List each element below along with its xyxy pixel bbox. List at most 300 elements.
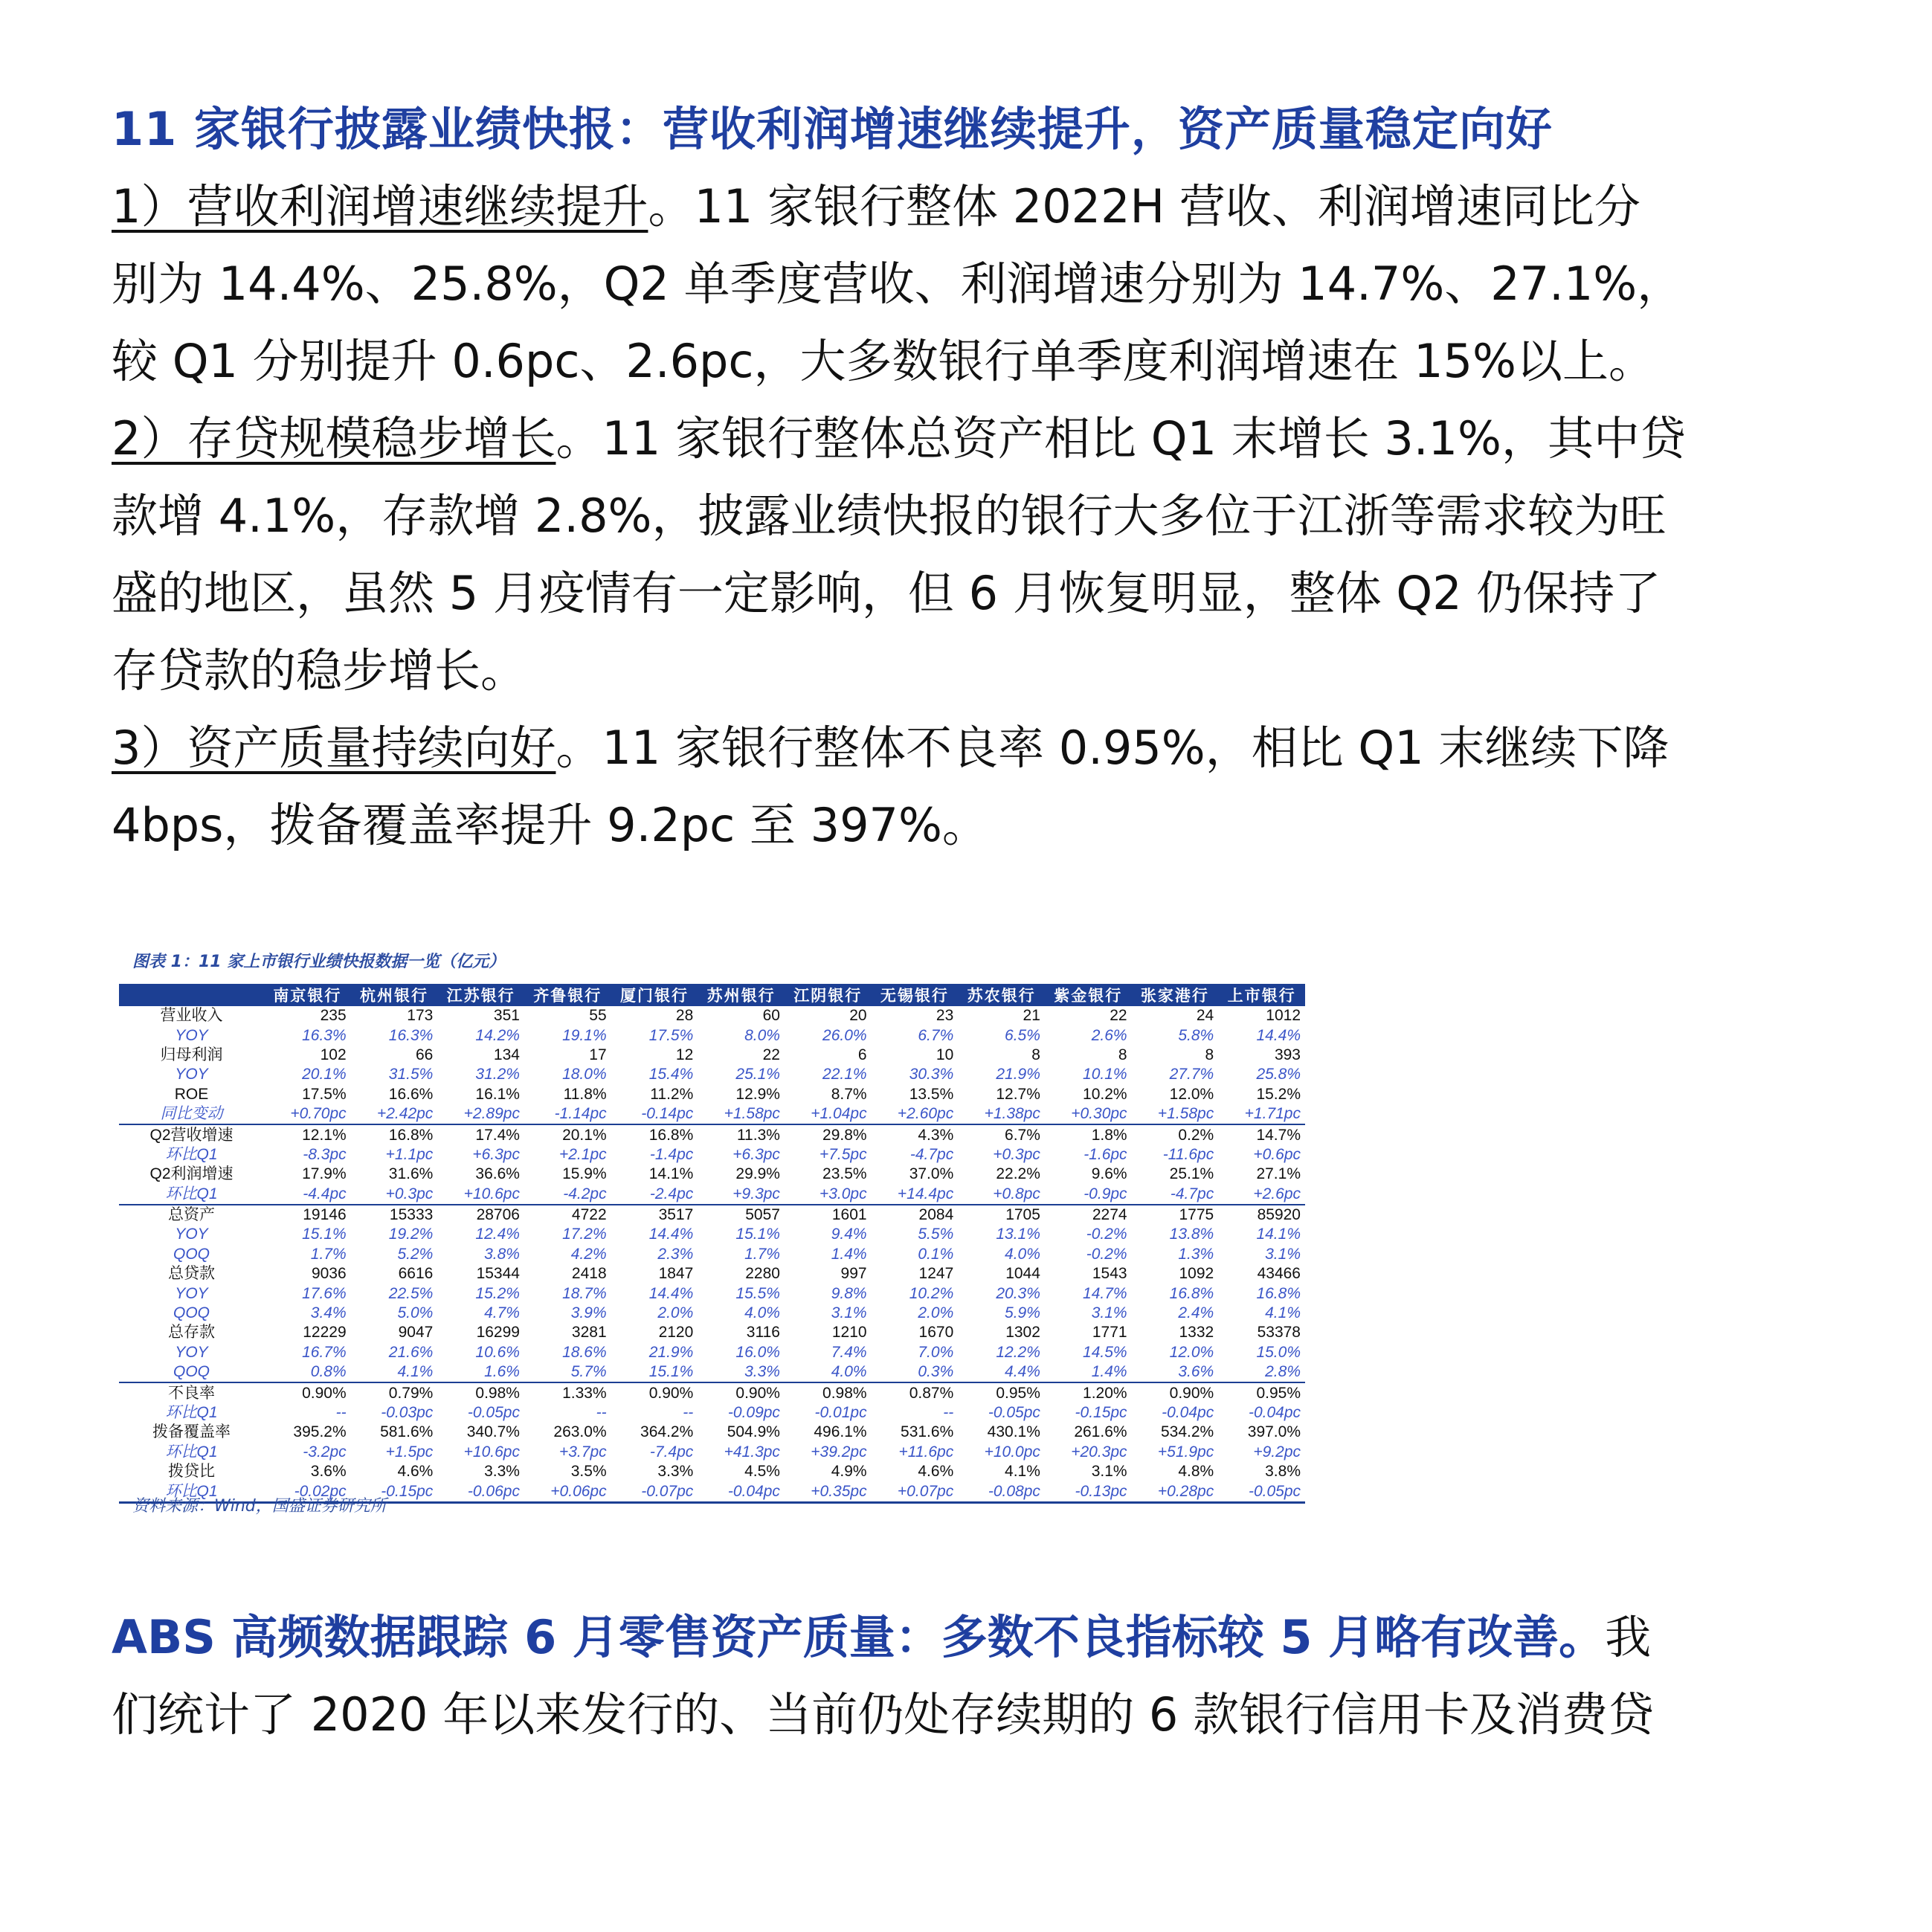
- table-row: [119, 1403, 1305, 1423]
- table-cell: +41.3pc: [724, 1443, 780, 1461]
- table-cell: 4.6%: [918, 1463, 954, 1481]
- table-row: [119, 1284, 1305, 1303]
- abs-heading: ABS 高频数据跟踪 6 月零售资产质量：多数不良指标较 5 月略有改善。: [112, 1610, 1606, 1664]
- table-cell: 4.1%: [397, 1363, 434, 1381]
- table-cell: 2.4%: [1178, 1304, 1214, 1322]
- table-cell: 29.8%: [785, 1124, 872, 1144]
- table-cell: 1847: [658, 1265, 694, 1283]
- table-cell: 17: [589, 1046, 607, 1063]
- table-cell: -1.4pc: [649, 1145, 694, 1163]
- row-label: QOQ: [173, 1304, 210, 1322]
- table-cell: 0.79%: [351, 1382, 438, 1403]
- table-cell: 12.4%: [475, 1226, 520, 1243]
- table-cell: 3.6%: [310, 1463, 347, 1481]
- table-cell: 43466: [1257, 1265, 1301, 1283]
- table-row: [119, 1185, 1305, 1205]
- table-cell: 11.2%: [650, 1085, 694, 1103]
- table-cell: +3.7pc: [558, 1443, 607, 1461]
- table-cell: 24: [1196, 1007, 1214, 1025]
- table-cell: 16.3%: [388, 1026, 434, 1044]
- table-row: [119, 1245, 1305, 1264]
- table-cell: 1302: [1005, 1324, 1040, 1342]
- table-row: [119, 1065, 1305, 1084]
- table-cell: +0.28pc: [1132, 1481, 1219, 1502]
- table-cell: 17.5%: [648, 1026, 694, 1044]
- table-cell: 6.7%: [918, 1026, 954, 1044]
- table-row: [119, 1423, 1305, 1442]
- row-label: YOY: [175, 1066, 208, 1083]
- table-cell: 14.2%: [475, 1026, 520, 1044]
- table-cell: 0.90%: [1132, 1382, 1219, 1403]
- table-row: [119, 1124, 1305, 1144]
- table-cell: -0.01pc: [814, 1404, 867, 1421]
- table-cell: 5.2%: [397, 1245, 434, 1263]
- table-cell: -0.04pc: [698, 1481, 785, 1502]
- table-cell: 28: [675, 1007, 694, 1025]
- table-cell: 12.0%: [1169, 1085, 1214, 1103]
- table-cell: 16.1%: [475, 1085, 520, 1103]
- table-cell: 21.6%: [388, 1343, 434, 1361]
- table-cell: +0.70pc: [290, 1105, 347, 1123]
- table-cell: 3.1%: [1091, 1463, 1127, 1481]
- table-cell: 11.8%: [563, 1085, 607, 1103]
- table-cell: 17.5%: [302, 1085, 347, 1103]
- table-row: [119, 1462, 1305, 1481]
- table-cell: 25.1%: [735, 1066, 780, 1083]
- table-cell: 27.7%: [1169, 1066, 1214, 1083]
- table-cell: 4.3%: [872, 1124, 959, 1144]
- column-header: 厦门银行: [611, 984, 698, 1006]
- table-cell: 21.9%: [648, 1343, 694, 1361]
- table-cell: 5057: [698, 1205, 785, 1225]
- table-cell: 430.1%: [987, 1423, 1040, 1441]
- table-cell: 16.8%: [351, 1124, 438, 1144]
- table-cell: 25.1%: [1169, 1165, 1214, 1183]
- table-title: 图表 1：11 家上市银行业绩快报数据一览（亿元）: [132, 953, 506, 971]
- table-cell: -2.4pc: [649, 1185, 694, 1202]
- table-cell: 3.3%: [657, 1463, 694, 1481]
- table-cell: 3.1%: [831, 1304, 867, 1322]
- table-cell: 10.2%: [909, 1284, 954, 1302]
- table-cell: 12.7%: [996, 1085, 1040, 1103]
- table-row: [119, 1025, 1305, 1045]
- table-cell: 1012: [1266, 1007, 1301, 1025]
- section-heading: 11 家银行披露业绩快报：营收利润增速继续提升，资产质量稳定向好: [112, 102, 1553, 156]
- table-cell: 12.1%: [264, 1124, 351, 1144]
- row-label: YOY: [175, 1026, 208, 1044]
- row-label: 总资产: [119, 1205, 264, 1225]
- table-cell: +0.3pc: [385, 1185, 434, 1202]
- table-cell: -0.13pc: [1045, 1481, 1132, 1502]
- table-cell: -0.2%: [1086, 1245, 1127, 1263]
- column-header: 苏州银行: [698, 984, 785, 1006]
- table-cell: 6: [857, 1046, 867, 1063]
- table-cell: 13.1%: [996, 1226, 1040, 1243]
- table-row: [119, 1323, 1305, 1342]
- table-cell: 3.4%: [310, 1304, 347, 1322]
- row-label: 总贷款: [168, 1265, 215, 1283]
- table-cell: 1771: [1092, 1324, 1127, 1342]
- table-cell: -8.3pc: [303, 1145, 347, 1163]
- table-cell: +10.0pc: [984, 1443, 1040, 1461]
- table-row: [119, 1205, 1305, 1225]
- table-cell: 581.6%: [380, 1423, 434, 1441]
- table-cell: 14.4%: [648, 1226, 694, 1243]
- table-row: [119, 1145, 1305, 1165]
- table-cell: 0.2%: [1132, 1124, 1219, 1144]
- paragraph-revenue-profit: 1）营收利润增速继续提升。11 家银行整体 2022H 营收、利润增速同比分 别为 14.4%、25.8%，Q2 单季度营收、利润增速分别为 14.7%、27.1%， 较 Q1 分别提升 0.6pc、2.6pc，大多数银行单季度利润增速在 15%以上。: [112, 179, 1684, 388]
- table-cell: 29.9%: [735, 1165, 780, 1183]
- row-label: 营业收入: [160, 1007, 223, 1025]
- table-cell: 0.87%: [872, 1382, 959, 1403]
- table-cell: 17.4%: [437, 1124, 524, 1144]
- table-cell: +20.3pc: [1071, 1443, 1127, 1461]
- table-cell: +2.1pc: [558, 1145, 607, 1163]
- table-cell: 0.8%: [310, 1363, 347, 1381]
- table-cell: --: [943, 1404, 954, 1421]
- table-cell: 23: [936, 1007, 954, 1025]
- table-cell: --: [596, 1404, 607, 1421]
- table-cell: 22: [762, 1046, 780, 1063]
- table-cell: 12: [675, 1046, 694, 1063]
- table-cell: 5.7%: [570, 1363, 607, 1381]
- table-cell: 15.4%: [648, 1066, 694, 1083]
- table-cell: 8: [1205, 1046, 1214, 1063]
- table-cell: 0.90%: [611, 1382, 698, 1403]
- table-cell: 17.2%: [562, 1226, 607, 1243]
- table-cell: 17.9%: [302, 1165, 347, 1183]
- table-row: [119, 1165, 1305, 1184]
- table-cell: 16.7%: [302, 1343, 347, 1361]
- table-cell: +2.42pc: [376, 1105, 434, 1123]
- table-cell: 4.8%: [1178, 1463, 1214, 1481]
- table-cell: +39.2pc: [811, 1443, 867, 1461]
- table-cell: 8.0%: [744, 1026, 780, 1044]
- table-cell: 13.5%: [909, 1085, 954, 1103]
- table-cell: 22: [1110, 1007, 1127, 1025]
- table-cell: 2280: [745, 1265, 780, 1283]
- table-cell: 4.4%: [1005, 1363, 1040, 1381]
- table-cell: 0.1%: [918, 1245, 954, 1263]
- table-cell: 7.0%: [918, 1343, 954, 1361]
- table-cell: 4.2%: [570, 1245, 607, 1263]
- table-cell: 1247: [918, 1265, 954, 1283]
- table-cell: -0.02pc: [264, 1481, 351, 1502]
- table-cell: 12.0%: [1169, 1343, 1214, 1361]
- row-label: 环比Q1: [165, 1404, 218, 1421]
- row-label: 拨备覆盖率: [152, 1423, 231, 1441]
- table-cell: 14.4%: [648, 1284, 694, 1302]
- column-header: 无锡银行: [872, 984, 959, 1006]
- column-header: 杭州银行: [351, 984, 438, 1006]
- table-cell: 2.6%: [1091, 1026, 1127, 1044]
- row-label: 总存款: [168, 1324, 215, 1342]
- table-cell: 0.98%: [437, 1382, 524, 1403]
- table-cell: 395.2%: [293, 1423, 347, 1441]
- table-cell: 10: [936, 1046, 954, 1063]
- table-row: [119, 1006, 1305, 1025]
- table-cell: 15.0%: [1256, 1343, 1301, 1361]
- table-cell: 14.5%: [1083, 1343, 1127, 1361]
- table-cell: 4.9%: [831, 1463, 867, 1481]
- table-cell: 531.6%: [901, 1423, 954, 1441]
- column-header: 上市银行: [1218, 984, 1305, 1006]
- table-cell: 19.1%: [562, 1026, 607, 1044]
- table-row: [119, 1443, 1305, 1462]
- table-cell: 4.0%: [744, 1304, 780, 1322]
- table-cell: +0.35pc: [785, 1481, 872, 1502]
- table-cell: 997: [840, 1265, 867, 1283]
- table-row: [119, 1046, 1305, 1065]
- table-cell: 1.20%: [1045, 1382, 1132, 1403]
- table-cell: 14.1%: [648, 1165, 694, 1183]
- table-cell: -11.6pc: [1162, 1145, 1214, 1163]
- row-label: YOY: [175, 1343, 208, 1361]
- table-row: [119, 1225, 1305, 1244]
- paragraph-lead: 3）资产质量持续向好: [112, 721, 556, 775]
- table-cell: 2.0%: [657, 1304, 694, 1322]
- paragraph-lead: 1）营收利润增速继续提升: [112, 179, 648, 234]
- table-cell: 1601: [785, 1205, 872, 1225]
- row-label: 归母利润: [160, 1046, 223, 1063]
- table-cell: 20.1%: [302, 1066, 347, 1083]
- row-label: 同比变动: [160, 1105, 223, 1123]
- row-label: 环比Q1: [119, 1481, 264, 1502]
- table-cell: 1.6%: [484, 1363, 520, 1381]
- table-cell: -0.04pc: [1162, 1404, 1214, 1421]
- table-cell: 15.9%: [562, 1165, 607, 1183]
- table-cell: +6.3pc: [472, 1145, 520, 1163]
- table-cell: -4.2pc: [563, 1185, 607, 1202]
- table-cell: 1.8%: [1045, 1124, 1132, 1144]
- table-cell: 20: [849, 1007, 867, 1025]
- table-cell: 102: [320, 1046, 347, 1063]
- table-cell: -0.08pc: [958, 1481, 1045, 1502]
- table-cell: 504.9%: [727, 1423, 780, 1441]
- table-cell: 16.8%: [611, 1124, 698, 1144]
- table-cell: +0.06pc: [524, 1481, 611, 1502]
- table-cell: 3116: [746, 1324, 780, 1342]
- table-cell: 37.0%: [909, 1165, 954, 1183]
- table-cell: 30.3%: [909, 1066, 954, 1083]
- table-cell: 53378: [1257, 1324, 1301, 1342]
- table-cell: 15.1%: [302, 1226, 347, 1243]
- table-cell: 1.33%: [524, 1382, 611, 1403]
- table-cell: 0.98%: [785, 1382, 872, 1403]
- table-cell: 3.3%: [484, 1463, 520, 1481]
- table-cell: -0.06pc: [437, 1481, 524, 1502]
- table-cell: 6.7%: [958, 1124, 1045, 1144]
- table-cell: 3517: [611, 1205, 698, 1225]
- table-cell: 10.6%: [475, 1343, 520, 1361]
- table-cell: 25.8%: [1256, 1066, 1301, 1083]
- table-row: [119, 1264, 1305, 1284]
- table-cell: 4.0%: [831, 1363, 867, 1381]
- header-blank: [119, 984, 264, 1006]
- table-cell: 0.3%: [918, 1363, 954, 1381]
- table-cell: 173: [407, 1007, 434, 1025]
- table-cell: 20.3%: [996, 1284, 1040, 1302]
- table-cell: 14.7%: [1218, 1124, 1305, 1144]
- table-cell: +0.3pc: [993, 1145, 1040, 1163]
- table-cell: 60: [762, 1007, 780, 1025]
- table-row: [119, 1382, 1305, 1403]
- table-cell: -4.7pc: [1170, 1185, 1214, 1202]
- table-cell: -7.4pc: [649, 1443, 694, 1461]
- table-cell: 16.0%: [735, 1343, 780, 1361]
- table-cell: 0.90%: [698, 1382, 785, 1403]
- table-cell: 85920: [1218, 1205, 1305, 1225]
- table-cell: +2.6pc: [1253, 1185, 1301, 1202]
- table-cell: +9.3pc: [732, 1185, 780, 1202]
- table-cell: -0.05pc: [1218, 1481, 1305, 1502]
- table-cell: 5.5%: [918, 1226, 954, 1243]
- table-cell: 3.8%: [1265, 1463, 1301, 1481]
- table-cell: 2418: [571, 1265, 607, 1283]
- table-cell: 3.1%: [1265, 1245, 1301, 1263]
- table-cell: 1332: [1179, 1324, 1214, 1342]
- table-cell: +10.6pc: [463, 1443, 520, 1461]
- table-cell: -0.14pc: [641, 1105, 694, 1123]
- table-cell: 8: [1118, 1046, 1127, 1063]
- table-cell: 12.2%: [996, 1343, 1040, 1361]
- table-cell: 4.7%: [484, 1304, 520, 1322]
- table-cell: 16.6%: [388, 1085, 434, 1103]
- table-cell: 31.2%: [475, 1066, 520, 1083]
- table-cell: +0.8pc: [993, 1185, 1040, 1202]
- table-cell: 496.1%: [814, 1423, 867, 1441]
- paragraph-asset-quality: 3）资产质量持续向好。11 家银行整体不良率 0.95%，相比 Q1 末继续下降 4bps，拨备覆盖率提升 9.2pc 至 397%。: [112, 721, 1669, 852]
- table-row: [119, 1085, 1305, 1104]
- table-cell: 22.5%: [388, 1284, 434, 1302]
- table-cell: 3.6%: [1178, 1363, 1214, 1381]
- table-cell: 9.4%: [831, 1226, 867, 1243]
- table-row: [119, 1343, 1305, 1362]
- table-cell: 1670: [918, 1324, 954, 1342]
- table-cell: 1775: [1132, 1205, 1219, 1225]
- table-cell: -0.05pc: [988, 1404, 1040, 1421]
- column-header: 张家港行: [1132, 984, 1219, 1006]
- row-label: QOQ: [173, 1363, 210, 1381]
- table-cell: 31.6%: [388, 1165, 434, 1183]
- table-cell: 27.1%: [1256, 1165, 1301, 1183]
- table-cell: +1.1pc: [385, 1145, 434, 1163]
- table-cell: +7.5pc: [819, 1145, 867, 1163]
- table-header-row: [119, 984, 1305, 1006]
- table-cell: 28706: [437, 1205, 524, 1225]
- table-cell: -0.04pc: [1248, 1404, 1301, 1421]
- column-header: 江阴银行: [785, 984, 872, 1006]
- table-cell: 1705: [958, 1205, 1045, 1225]
- column-header: 苏农银行: [958, 984, 1045, 1006]
- table-cell: 1.4%: [1091, 1363, 1127, 1381]
- table-cell: +9.2pc: [1253, 1443, 1301, 1461]
- table-cell: 9047: [398, 1324, 434, 1342]
- table-cell: 4.1%: [1005, 1463, 1040, 1481]
- table-cell: 1210: [831, 1324, 867, 1342]
- table-cell: -4.7pc: [909, 1145, 954, 1163]
- table-cell: 3281: [571, 1324, 607, 1342]
- table-cell: 12.9%: [735, 1085, 780, 1103]
- table-cell: +14.4pc: [897, 1185, 954, 1202]
- table-cell: 20.1%: [524, 1124, 611, 1144]
- table-cell: 3.9%: [570, 1304, 607, 1322]
- row-label: 环比Q1: [165, 1185, 218, 1202]
- table-cell: +0.07pc: [872, 1481, 959, 1502]
- table-cell: 1.3%: [1178, 1245, 1214, 1263]
- table-cell: 16.8%: [1256, 1284, 1301, 1302]
- row-label: YOY: [175, 1284, 208, 1302]
- table-cell: 0.95%: [1218, 1382, 1305, 1403]
- table-cell: 15.2%: [475, 1284, 520, 1302]
- table-cell: -0.05pc: [467, 1404, 520, 1421]
- table-cell: 21: [1023, 1007, 1040, 1025]
- table-cell: 22.2%: [996, 1165, 1040, 1183]
- table-cell: 4.0%: [1005, 1245, 1040, 1263]
- table-cell: 15.1%: [648, 1363, 694, 1381]
- table-cell: 8.7%: [831, 1085, 867, 1103]
- paragraph-lead: 2）存贷规模稳步增长: [112, 411, 556, 466]
- table-cell: +1.58pc: [1157, 1105, 1214, 1123]
- table-cell: 134: [493, 1046, 520, 1063]
- row-label: 不良率: [119, 1382, 264, 1403]
- table-cell: 393: [1274, 1046, 1301, 1063]
- table-cell: -0.09pc: [727, 1404, 780, 1421]
- row-label: Q2营收增速: [119, 1124, 264, 1144]
- table-cell: -1.6pc: [1083, 1145, 1127, 1163]
- paragraph-abs: ABS 高频数据跟踪 6 月零售资产质量：多数不良指标较 5 月略有改善。我 们统计了 2020 年以来发行的、当前仍处存续期的 6 款银行信用卡及消费贷: [112, 1610, 1655, 1742]
- table-cell: +10.6pc: [463, 1185, 520, 1202]
- table-cell: +51.9pc: [1157, 1443, 1214, 1461]
- table-cell: -0.15pc: [1075, 1404, 1127, 1421]
- table-cell: 2.8%: [1265, 1363, 1301, 1381]
- table-cell: +11.6pc: [898, 1443, 954, 1461]
- table-cell: 2274: [1045, 1205, 1132, 1225]
- table-cell: 23.5%: [822, 1165, 867, 1183]
- table-cell: 2.3%: [657, 1245, 694, 1263]
- table-cell: 36.6%: [475, 1165, 520, 1183]
- table-cell: -3.2pc: [303, 1443, 347, 1461]
- table-cell: 22.1%: [822, 1066, 867, 1083]
- table-cell: 17.6%: [302, 1284, 347, 1302]
- table-cell: +1.71pc: [1244, 1105, 1301, 1123]
- table-cell: 12229: [303, 1324, 347, 1342]
- table-cell: 10.2%: [1083, 1085, 1127, 1103]
- table-source: 资料来源：Wind，国盛证券研究所: [132, 1497, 387, 1516]
- table-cell: 26.0%: [822, 1026, 867, 1044]
- table-cell: 8: [1031, 1046, 1040, 1063]
- table-cell: 15.2%: [1256, 1085, 1301, 1103]
- table-cell: 0.90%: [264, 1382, 351, 1403]
- table-cell: -0.03pc: [381, 1404, 434, 1421]
- table-cell: +6.3pc: [732, 1145, 780, 1163]
- table-cell: 21.9%: [996, 1066, 1040, 1083]
- table-cell: +2.89pc: [463, 1105, 520, 1123]
- table-cell: 3.5%: [570, 1463, 607, 1481]
- table-cell: 5.0%: [397, 1304, 434, 1322]
- table-cell: 18.6%: [562, 1343, 607, 1361]
- table-cell: 14.4%: [1256, 1026, 1301, 1044]
- table-cell: 397.0%: [1247, 1423, 1301, 1441]
- table-cell: 6616: [398, 1265, 434, 1283]
- table-cell: 5.8%: [1178, 1026, 1214, 1044]
- table-cell: 16.8%: [1169, 1284, 1214, 1302]
- table-cell: -0.15pc: [351, 1481, 438, 1502]
- table-cell: 235: [320, 1007, 347, 1025]
- table-cell: 19146: [264, 1205, 351, 1225]
- table-cell: 19.2%: [388, 1226, 434, 1243]
- bank-performance-table: [119, 984, 1305, 1504]
